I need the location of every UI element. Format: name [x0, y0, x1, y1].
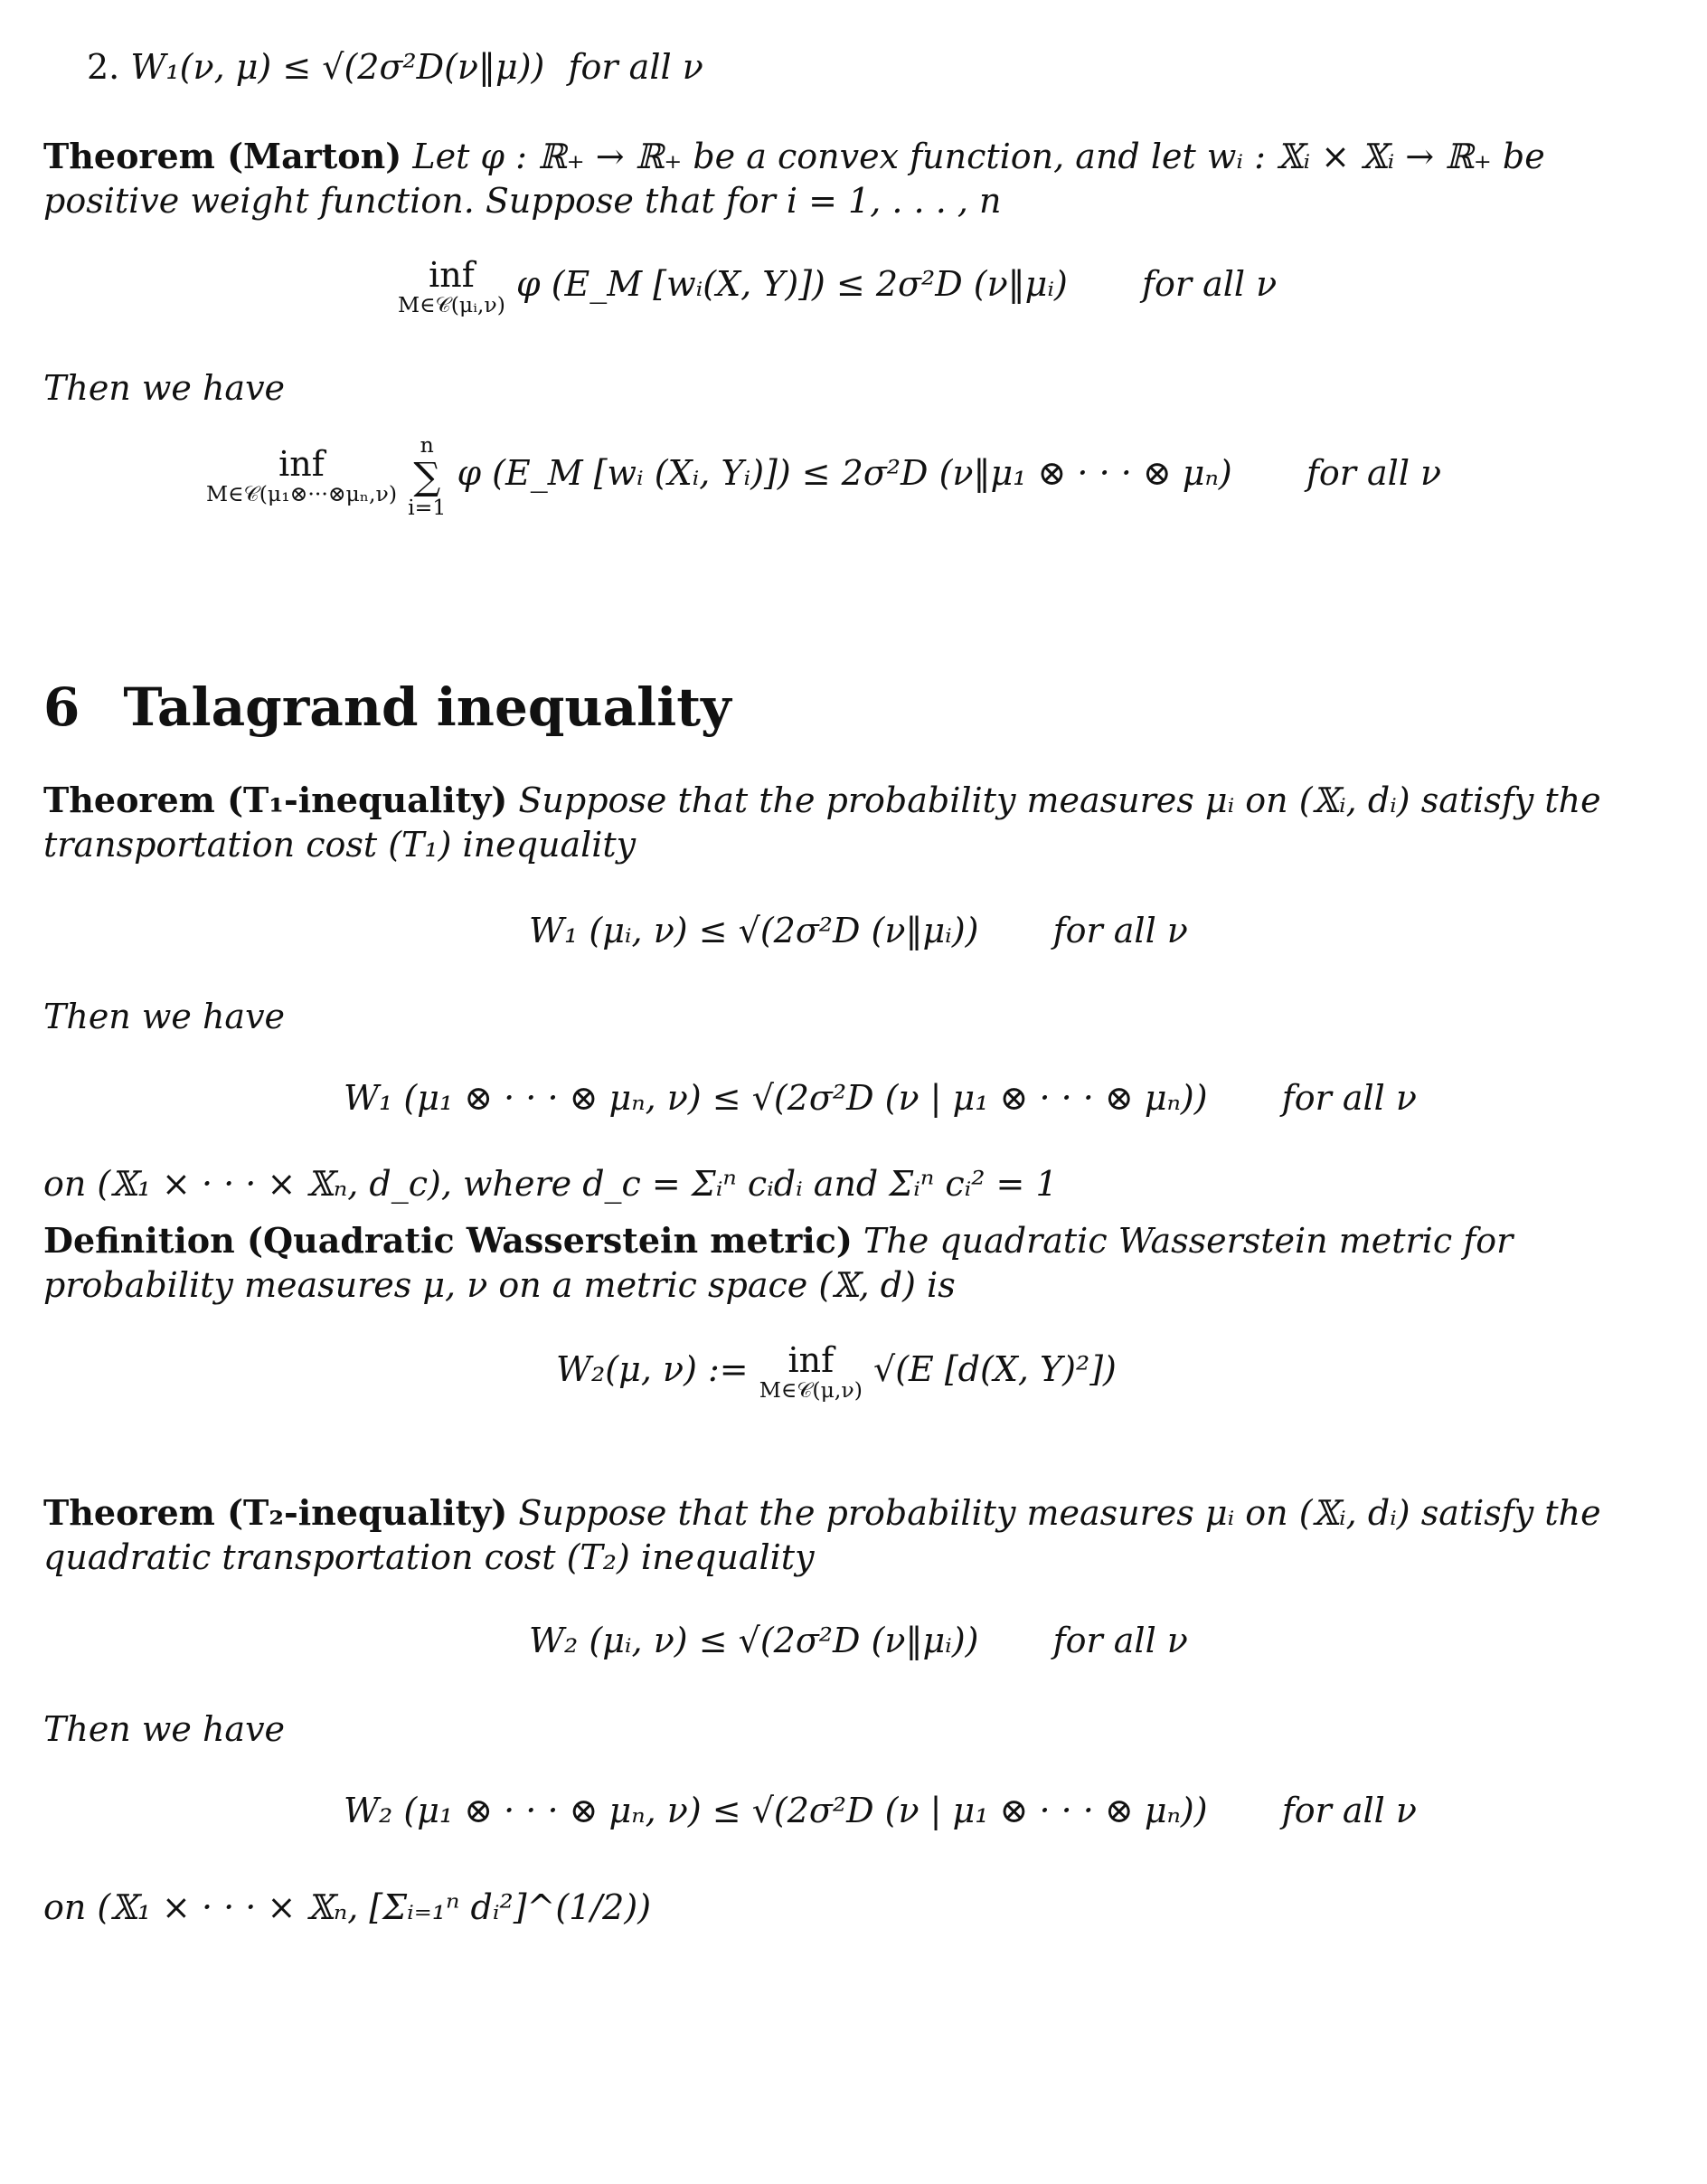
t2-text: Suppose that the probability measures μᵢ on (𝕏ᵢ, dᵢ) satisfy the quadratic transportation cost (T₂) inequality [43, 1493, 1601, 1578]
marton-eq2-inf [206, 444, 398, 507]
t2-head: Theorem (T₂-inequality) [43, 1492, 508, 1533]
t1-after: on (𝕏₁ × · · · × 𝕏ₙ, d_c), where d_c = Σᵢⁿ cᵢdᵢ and Σᵢⁿ cᵢ² = 1 [43, 1164, 1058, 1204]
marton-eq2 [206, 434, 1441, 518]
sum-upper: n [420, 432, 434, 458]
t1-text: Suppose that the probability measures μᵢ on (𝕏ᵢ, dᵢ) satisfy the transportation cost (T₁) inequality [43, 780, 1601, 865]
def-eq [556, 1340, 1117, 1403]
marton-theorem [43, 134, 1664, 224]
inf-subscript: M∈𝒞(μᵢ,ν) [398, 291, 505, 317]
section-number: 6 [43, 676, 80, 738]
t2-after: on (𝕏₁ × · · · × 𝕏ₙ, [Σᵢ₌₁ⁿ dᵢ²]^(1/2)) [43, 1887, 652, 1927]
def-eq-lhs: W₂(μ, ν) := [556, 1348, 749, 1389]
def-head: Definition (Quadratic Wasserstein metric) [43, 1220, 853, 1261]
t1-theorem [43, 778, 1664, 868]
item-number: 2. [87, 47, 120, 87]
item-2 [87, 45, 703, 90]
t2-eq2 [344, 1789, 1417, 1833]
marton-eq1-inf [398, 255, 505, 317]
t1-eq2-body: W₁ (μ₁ ⊗ · · · ⊗ μₙ, ν) ≤ √(2σ²D (ν | μ₁ ⊗ · · · ⊗ μₙ)) [344, 1078, 1208, 1118]
inf-subscript: M∈𝒞(μ₁⊗···⊗μₙ,ν) [206, 481, 398, 507]
t1-eq2 [344, 1076, 1417, 1120]
inf-subscript: M∈𝒞(μ,ν) [759, 1376, 863, 1403]
marton-text: Let φ : ℝ₊ → ℝ₊ be a convex function, and let wᵢ : 𝕏ᵢ × 𝕏ᵢ → ℝ₊ be positive weight function. Suppose that for i = 1, . . . , n [43, 137, 1545, 222]
definition [43, 1218, 1664, 1309]
t2-eq1-body: W₂ (μᵢ, ν) ≤ √(2σ²D (ν‖μᵢ)) [529, 1621, 979, 1660]
def-text: The quadratic Wasserstein metric for probability measures μ, ν on a metric space (𝕏, d) is [43, 1221, 1514, 1306]
item-formula: W₁(ν, μ) ≤ √(2σ²D(ν‖μ)) [130, 47, 545, 87]
marton-eq1-tail: for all ν [1141, 263, 1278, 304]
def-eq-rhs: √(E [d(X, Y)²]) [873, 1348, 1117, 1389]
t2-theorem [43, 1490, 1664, 1581]
marton-eq1-body: φ (E_M [wᵢ(X, Y)]) ≤ 2σ²D (ν‖μᵢ) [516, 263, 1068, 304]
t2-eq1-tail: for all ν [1052, 1621, 1188, 1660]
t1-head: Theorem (T₁-inequality) [43, 780, 508, 820]
marton-head: Theorem (Marton) [43, 136, 402, 176]
marton-eq2-body: φ (E_M [wᵢ (Xᵢ, Yᵢ)]) ≤ 2σ²D (ν‖μ₁ ⊗ · · · ⊗ μₙ) [457, 453, 1232, 494]
t1-then: Then we have [43, 997, 286, 1036]
t2-eq2-body: W₂ (μ₁ ⊗ · · · ⊗ μₙ, ν) ≤ √(2σ²D (ν | μ₁ ⊗ · · · ⊗ μₙ)) [344, 1791, 1208, 1830]
inf-operator: inf [278, 444, 325, 485]
t1-eq2-tail: for all ν [1281, 1078, 1418, 1118]
marton-eq2-tail: for all ν [1306, 453, 1442, 494]
section-title: Talagrand inequality [123, 676, 731, 738]
t1-eq1-tail: for all ν [1052, 911, 1188, 950]
marton-eq1 [398, 255, 1278, 317]
section-heading [43, 674, 731, 742]
sum-symbol: ∑ [413, 453, 441, 498]
marton-then: Then we have [43, 368, 286, 408]
t1-eq1-body: W₁ (μᵢ, ν) ≤ √(2σ²D (ν‖μᵢ)) [529, 911, 979, 950]
item-suffix: for all ν [568, 47, 703, 87]
t2-then: Then we have [43, 1709, 286, 1749]
inf-operator: inf [787, 1340, 835, 1380]
t1-eq1 [529, 909, 1188, 953]
def-eq-inf [759, 1340, 863, 1403]
t2-eq2-tail: for all ν [1281, 1791, 1418, 1830]
t2-eq1 [529, 1619, 1188, 1663]
sum-lower: i=1 [408, 494, 447, 520]
marton-eq2-sum [408, 434, 446, 518]
inf-operator: inf [429, 255, 475, 295]
